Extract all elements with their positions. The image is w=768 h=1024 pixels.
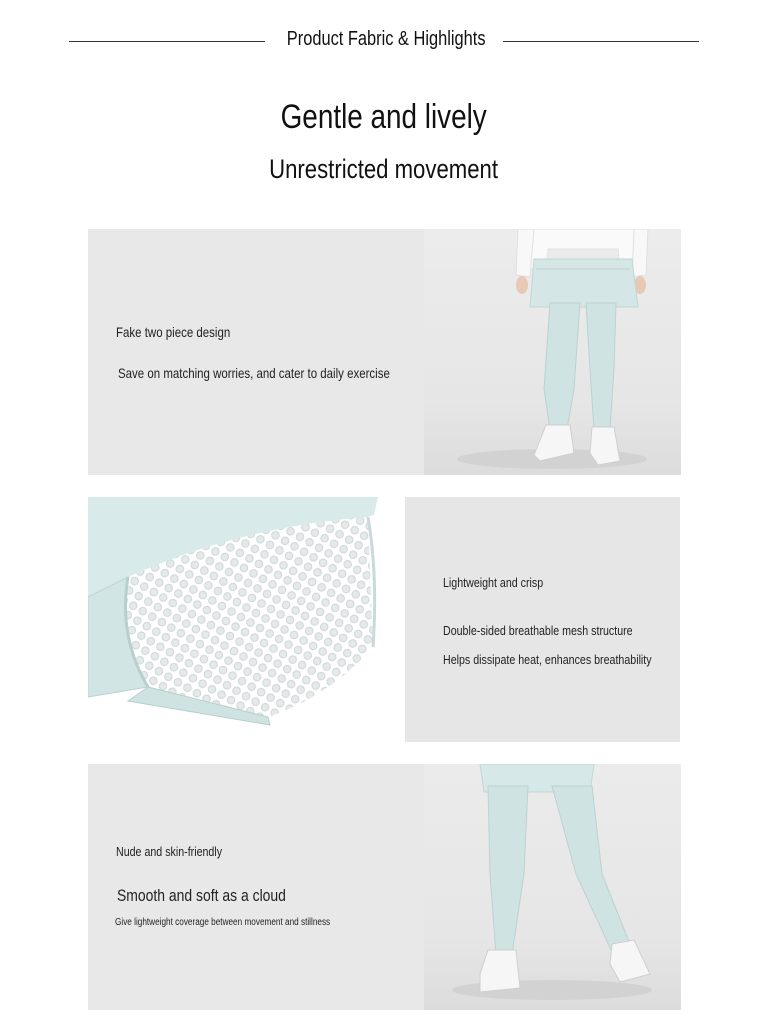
subheadline: Unrestricted movement (269, 154, 499, 184)
feature-title: Fake two piece design (116, 324, 231, 340)
section-header: Product Fabric & Highlights (286, 28, 486, 50)
feature-highlight: Smooth and soft as a cloud (117, 886, 286, 905)
product-photo-full-outfit (424, 229, 681, 475)
header-divider-right (503, 41, 699, 42)
feature-description: Save on matching worries, and cater to daily exercise (118, 365, 390, 381)
feature-description: Double-sided breathable mesh structure (443, 623, 633, 638)
header-divider-left (69, 41, 265, 42)
feature-panel-two-piece (88, 229, 681, 475)
feature-panel-skin-friendly (88, 764, 681, 1010)
headline: Gentle and lively (280, 98, 488, 136)
feature-title: Lightweight and crisp (443, 575, 544, 590)
feature-description: Helps dissipate heat, enhances breathability (443, 652, 652, 667)
feature-panel-lightweight (88, 497, 680, 742)
feature-title: Nude and skin-friendly (116, 844, 223, 859)
product-photo-leggings-back (424, 764, 681, 1010)
fabric-closeup-mesh (88, 497, 405, 742)
feature-info (405, 497, 680, 742)
feature-description: Give lightweight coverage between movement and stillness (115, 917, 331, 928)
